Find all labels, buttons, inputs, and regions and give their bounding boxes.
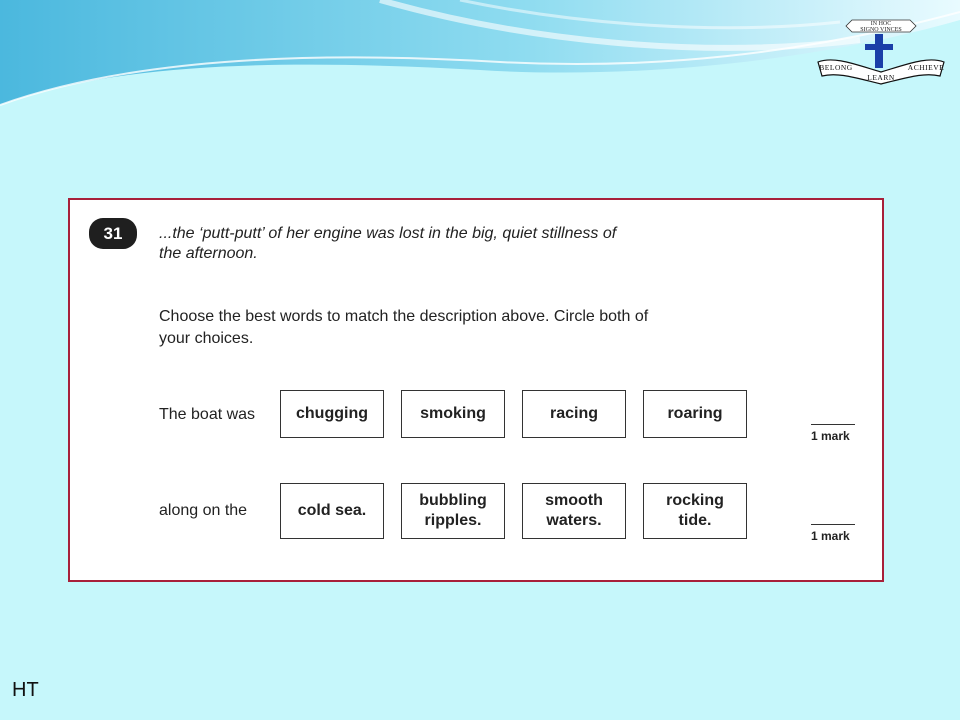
choice-cold-sea[interactable]: cold sea. [280, 483, 384, 539]
choice-bubbling-ripples[interactable]: bubbling ripples. [401, 483, 505, 539]
footer-initials: HT [12, 679, 39, 701]
school-logo [814, 12, 948, 88]
mark-line [811, 524, 855, 525]
choice-chugging[interactable]: chugging [280, 390, 384, 438]
mark-label: 1 mark [811, 429, 850, 443]
row-label: The boat was [159, 406, 256, 423]
question-number-badge: 31 [89, 218, 137, 249]
choice-racing[interactable]: racing [522, 390, 626, 438]
choice-smoking[interactable]: smoking [401, 390, 505, 438]
svg-text:LEARN: LEARN [867, 73, 895, 82]
question-instruction: Choose the best words to match the description above. Circle both of your choices. [159, 308, 649, 347]
mark-label: 1 mark [811, 529, 850, 543]
question-quote: ...the ‘putt-putt’ of her engine was lost in the big, quiet stillness of the afternoon. [159, 225, 617, 262]
svg-text:SIGNO VINCES: SIGNO VINCES [860, 27, 902, 33]
svg-text:IN HOC: IN HOC [870, 21, 892, 27]
choice-roaring[interactable]: roaring [643, 390, 747, 438]
choice-rocking-tide[interactable]: rocking tide. [643, 483, 747, 539]
svg-text:ACHIEVE: ACHIEVE [907, 63, 945, 72]
question-card [68, 198, 884, 582]
cross-icon [865, 34, 893, 68]
row-label: along on the [159, 502, 248, 519]
choice-smooth-waters[interactable]: smooth waters. [522, 483, 626, 539]
svg-text:BELONG: BELONG [819, 63, 853, 72]
mark-line [811, 424, 855, 425]
